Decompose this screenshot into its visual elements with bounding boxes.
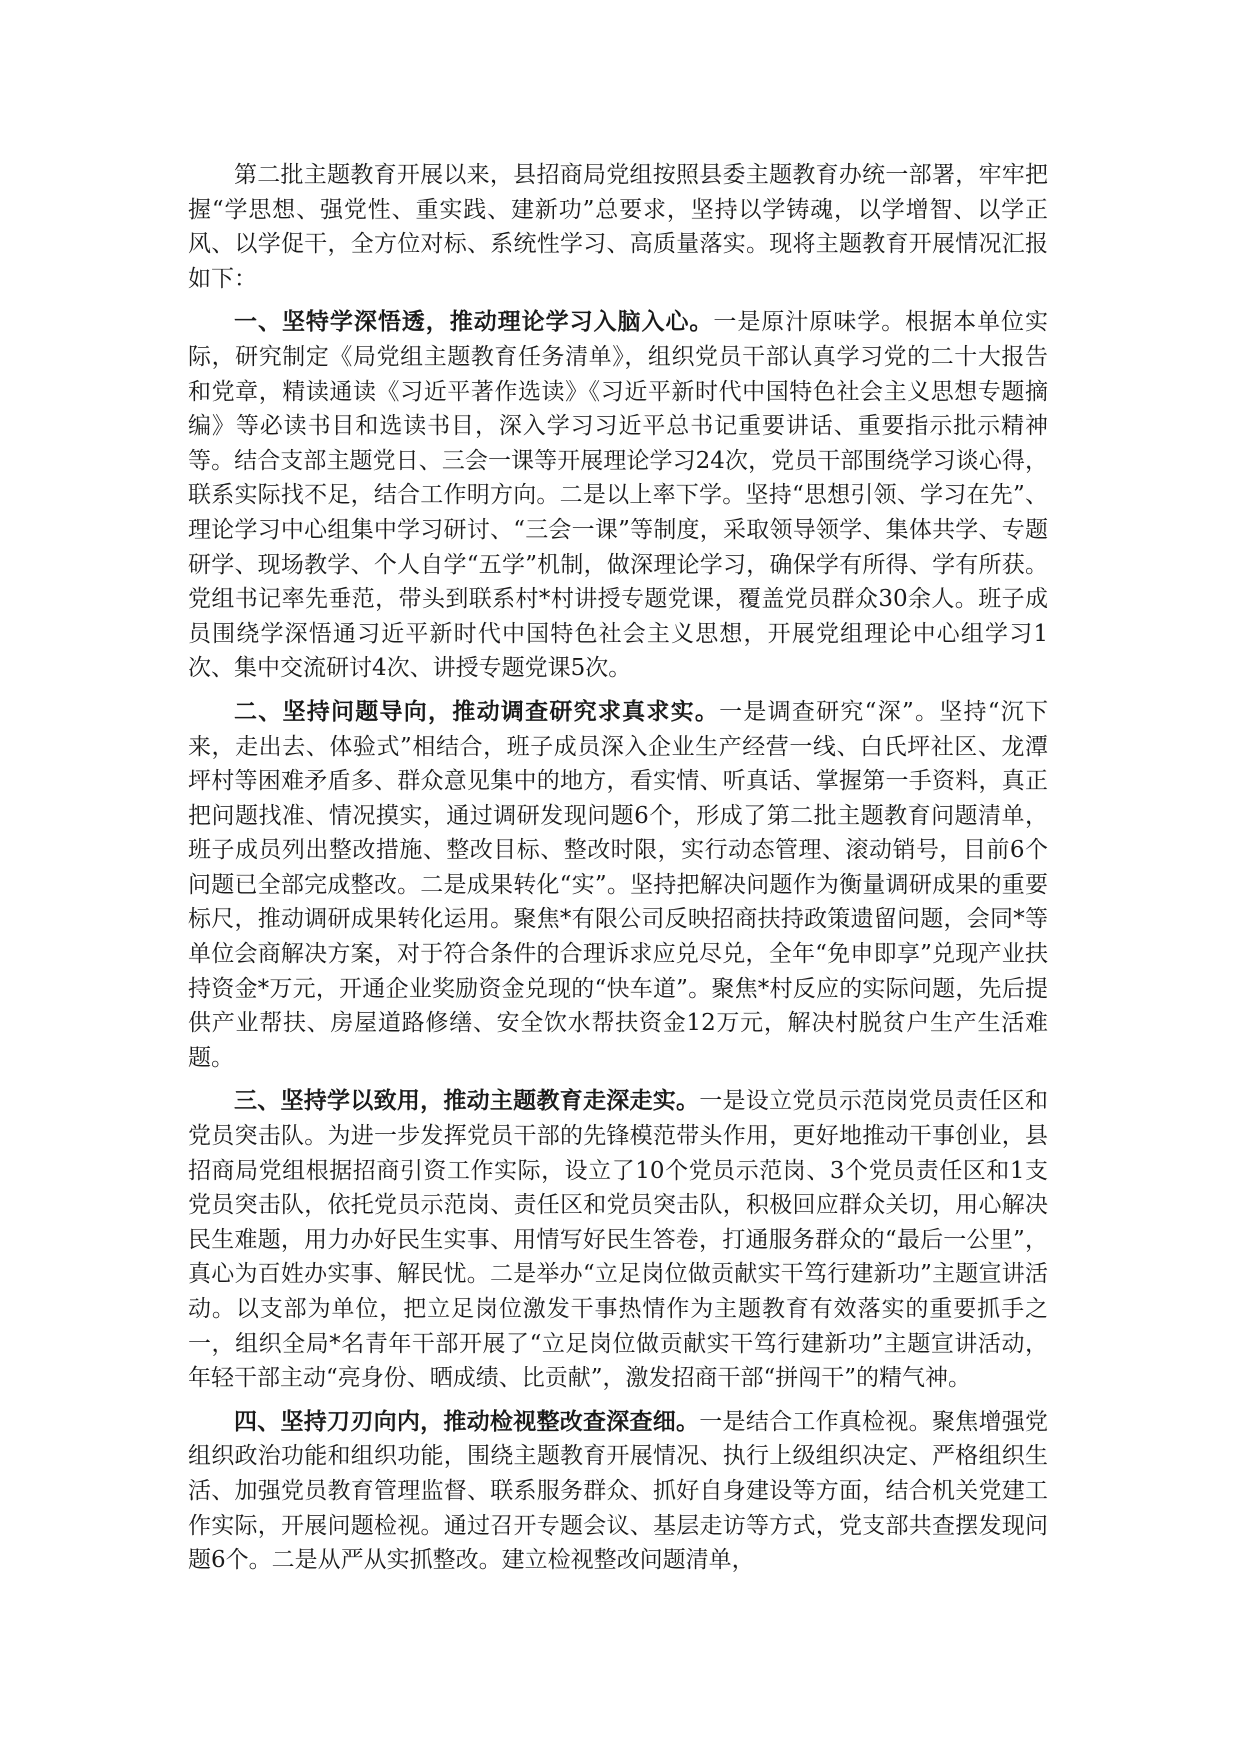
section-heading-1: 一、坚特学深悟透，推动理论学习入脑入心。 <box>234 308 714 336</box>
intro-paragraph <box>188 158 1048 296</box>
section-body-1: 一是原汁原味学。根据本单位实际，研究制定《局党组主题教育任务清单》，组织党员干部认真学习党的二十大报告和党章，精读通读《习近平著作选读》《习近平新时代中国特色社会主义思想专题摘编》等必读书目和选读书目，深入学习习近平总书记重要讲话、重要指示批示精神等。结合支部主题党日、三会一课等开展理论学习24次，党员干部围绕学习谈心得，联系实际找不足，结合工作明方向。二是以上率下学。坚持“思想引领、学习在先”、理论学习中心组集中学习研讨、“三会一课”等制度，采取领导领学、集体共学、专题研学、现场教学、个人自学“五学”机制，做深理论学习，确保学有所得、学有所获。党组书记率先垂范，带头到联系村*村讲授专题党课，覆盖党员群众30余人。班子成员围绕学深悟通习近平新时代中国特色社会主义思想，开展党组理论中心组学习1次、集中交流研讨4次、讲授专题党课5次。 <box>188 309 1049 682</box>
intro-text: 第二批主题教育开展以来，县招商局党组按照县委主题教育办统一部署，牢牢把握“学思想、强党性、重实践、建新功”总要求，坚持以学铸魂，以学增智、以学正风、以学促干，全方位对标、系统性学习、高质量落实。现将主题教育开展情况汇报如下： <box>188 162 1048 292</box>
section-paragraph-3 <box>188 1084 1048 1395</box>
section-body-4: 一是结合工作真检视。聚焦增强党组织政治功能和组织功能，围绕主题教育开展情况、执行上级组织决定、严格组织生活、加强党员教育管理监督、联系服务群众、抓好自身建设等方面，结合机关党建工作实际，开展问题检视。通过召开专题会议、基层走访等方式，党支部共查摆发现问题6个。二是从严从实抓整改。建立检视整改问题清单， <box>188 1408 1049 1574</box>
document-body <box>188 158 1048 1587</box>
section-paragraph-2 <box>188 695 1048 1076</box>
section-paragraph-1 <box>188 305 1048 686</box>
section-heading-4: 四、坚持刀刃向内，推动检视整改查深查细。 <box>234 1407 700 1435</box>
section-heading-3: 三、坚持学以致用，推动主题教育走深走实。 <box>234 1087 700 1115</box>
section-body-3: 一是设立党员示范岗党员责任区和党员突击队。为进一步发挥党员干部的先锋模范带头作用，更好地推动干事创业，县招商局党组根据招商引资工作实际，设立了10个党员示范岗、3个党员责任区和1支党员突击队，依托党员示范岗、责任区和党员突击队，积极回应群众关切，用心解决民生难题，用力办好民生实事、用情写好民生答卷，打通服务群众的“最后一公里”，真心为百姓办实事、解民忧。二是举办“立足岗位做贡献实干笃行建新功”主题宣讲活动。以支部为单位，把立足岗位激发干事热情作为主题教育有效落实的重要抓手之一，组织全局*名青年干部开展了“立足岗位做贡献实干笃行建新功”主题宣讲活动，年轻干部主动“亮身份、晒成绩、比贡献”，激发招商干部“拼闯干”的精气神。 <box>188 1088 1049 1392</box>
section-paragraph-4 <box>188 1405 1048 1578</box>
section-heading-2: 二、坚持问题导向，推动调查研究求真求实。 <box>234 697 720 725</box>
section-body-2: 一是调查研究“深”。坚持“沉下来，走出去、体验式”相结合，班子成员深入企业生产经营一线、白氏坪社区、龙潭坪村等困难矛盾多、群众意见集中的地方，看实情、听真话、掌握第一手资料，真正把问题找准、情况摸实，通过调研发现问题6个，形成了第二批主题教育问题清单，班子成员列出整改措施、整改目标、整改时限，实行动态管理、滚动销号，目前6个问题已全部完成整改。二是成果转化“实”。坚持把解决问题作为衡量调研成果的重要标尺，推动调研成果转化运用。聚焦*有限公司反映招商扶持政策遗留问题，会同*等单位会商解决方案，对于符合条件的合理诉求应兑尽兑，全年“免申即享”兑现产业扶持资金*万元，开通企业奖励资金兑现的“快车道”。聚焦*村反应的实际问题，先后提供产业帮扶、房屋道路修缮、安全饮水帮扶资金12万元，解决村脱贫户生产生活难题。 <box>188 698 1049 1071</box>
